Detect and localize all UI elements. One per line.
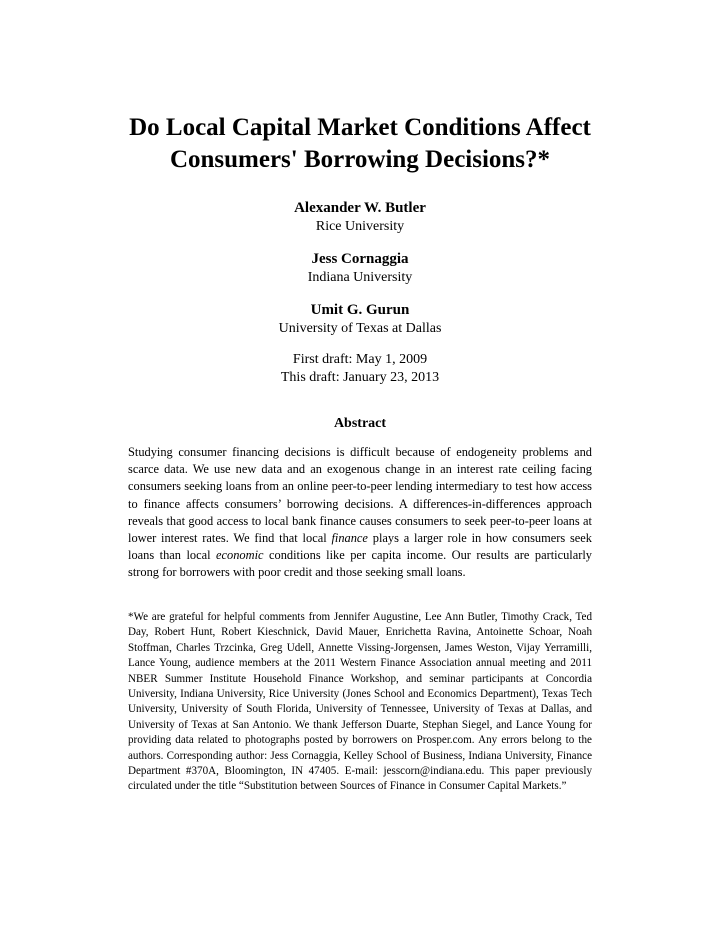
author-block-2 (160, 250, 560, 287)
acknowledgement-footnote: *We are grateful for helpful comments from Jennifer Augustine, Lee Ann Butler, Timothy Crack, Ted Day, Robert Hunt, Robert Kieschnick, David Mauer, Enrichetta Ravina, Antoinette Schoar, Noah Stoffman, Charles Trzcinka, Greg Udell, Annette Vissing-Jorgensen, James Weston, Vijay Yerramilli, Lance Young, audience members at the 2011 Western Finance Association annual meeting and 2011 NBER Summer Institute Household Finance Workshop, and seminar participants at Concordia University, Indiana University, Rice University (Jones School and Economics Department), Texas Tech University, University of South Florida, University of Tennessee, University of Texas at Dallas, and University of Texas at San Antonio. We thank Jefferson Duarte, Stephan Siegel, and Lance Young for providing data related to photographs posted by borrowers on Prosper.com. Any errors belong to the authors. Corresponding author: Jess Cornaggia, Kelley School of Business, Indiana University, Finance Department #370A, Bloomington, IN 47405. E-mail: jesscorn@indiana.edu. This paper previously circulated under the title “Substitution between Sources of Finance in Consumer Capital Markets.” (128, 611, 592, 793)
author-affiliation: Rice University (315, 219, 405, 234)
author-affiliation: University of Texas at Dallas (278, 321, 442, 336)
abstract-italic-finance: finance (331, 531, 368, 546)
author-name: Umit G. Gurun (310, 302, 410, 318)
abstract-heading-block (160, 415, 560, 433)
author-block-3 (160, 301, 560, 338)
abstract-text-part-2: plays a larger role in how consumers seek loans than local (128, 531, 592, 563)
author-name: Alexander W. Butler (294, 200, 426, 216)
abstract-heading: Abstract (333, 416, 387, 431)
first-draft-date: First draft: May 1, 2009 (292, 352, 428, 367)
paper-title (80, 112, 640, 176)
paper-title-line-1: Do Local Capital Market Conditions Affect (129, 114, 591, 141)
this-draft-date: This draft: January 23, 2013 (280, 370, 440, 385)
abstract-italic-economic: economic (216, 548, 264, 563)
author-name: Jess Cornaggia (311, 251, 409, 267)
abstract-text-part-1: Studying consumer financing decisions is difficult because of endogeneity problems and scarce data. We use new data and an exogenous change in an interest rate ceiling facing consumers seeking loans from an online peer-to-peer lending intermediary to test how access to finance affects consumers’ borrowing decisions. A differences-in-differences approach reveals that good access to local bank finance causes consumers to seek peer-to-peer loans at lower interest rates. We find that local (128, 445, 592, 546)
paper-title-line-2: Consumers' Borrowing Decisions?* (169, 146, 551, 173)
author-block-1 (160, 199, 560, 236)
author-affiliation: Indiana University (307, 270, 413, 285)
abstract-body (128, 444, 592, 582)
abstract-text-part-3: conditions like per capita income. Our results are particularly strong for borrowers with poor credit and those seeking small loans. (128, 548, 592, 580)
draft-dates (160, 351, 560, 387)
